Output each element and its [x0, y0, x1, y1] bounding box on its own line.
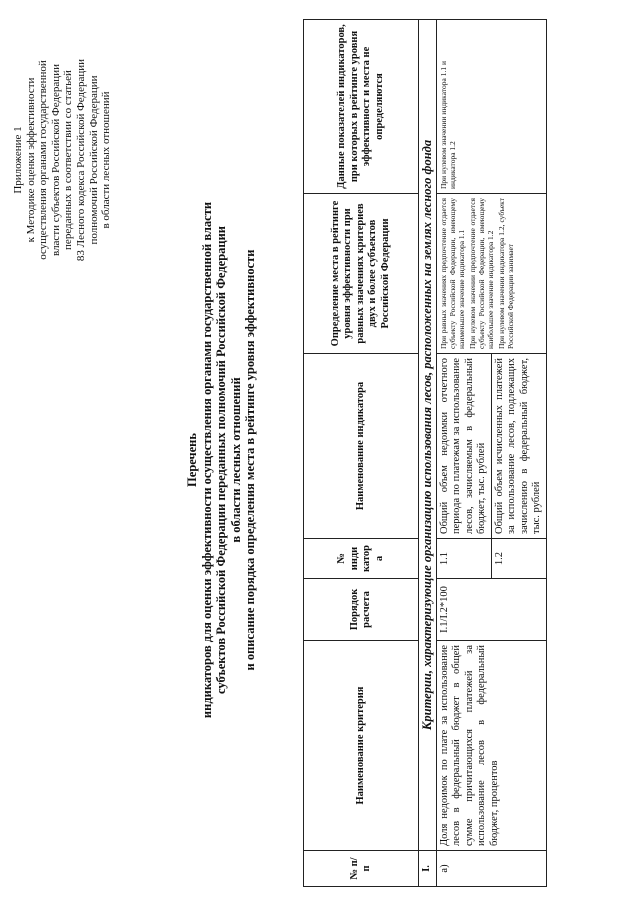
- heading-line: в области лесных отношений: [228, 377, 243, 543]
- heading-line: индикаторов для оценки эффективности осуществления органами государственной власти: [199, 201, 214, 719]
- table-header-row: [304, 20, 419, 887]
- place-rule: При нулевом значении индикатора 1.2, субъект Российской Федерации занимает: [496, 198, 515, 349]
- header-indicator-name: Наименование индикатора: [304, 354, 419, 539]
- data-note-cell: [436, 20, 546, 194]
- data-note: При нулевом значении индикатора 1.1 и индикатора 1.2: [438, 61, 457, 189]
- section-row: [419, 20, 437, 887]
- document-heading: [185, 70, 258, 850]
- header-calc: Порядок расчета: [304, 579, 419, 641]
- appendix-note: [12, 15, 113, 305]
- criteria-name: Доля недоимок по плате за использование лесов в федеральный бюджет в общей сумме причитающихся платежей за использование лесов в федеральный бюджет, процентов: [436, 641, 546, 851]
- place-rule: При нулевом значении предпочтение отдается субъекту Российской Федерации, имеющему наибольшее значение индикатора 1.2: [467, 198, 495, 349]
- indicator-name: Общий объем исчисленных платежей за использование лесов, подлежащих зачислению в федеральный бюджет, тыс. рублей: [491, 354, 546, 539]
- indicators-table: [303, 19, 547, 887]
- appendix-line: власти субъектов Российской Федерации: [49, 64, 62, 256]
- appendix-line: переданных в соответствии со статьей: [62, 70, 75, 250]
- appendix-line: Приложение 1: [12, 126, 24, 194]
- header-place: Определение места в рейтинге уровня эффективности при равных значениях критериев двух и более субъектов Российской Федерации: [304, 194, 419, 354]
- heading-line: и описание порядка определения места в рейтинге уровня эффективности: [243, 249, 257, 671]
- indicator-name: Общий объем недоимки отчетного периода по платежам за использование лесов, зачисляемым в федеральный бюджет, тыс. рублей: [436, 354, 491, 539]
- place-rules: [436, 194, 546, 354]
- heading-line: субъектов Российской Федерации переданных полномочий Российской Федерации: [214, 226, 228, 694]
- header-criteria: Наименование критерия: [304, 641, 419, 851]
- table-row: [436, 20, 491, 887]
- place-rule: При равных значениях предпочтение отдается субъекту Российской Федерации, имеющему наименьшее значение индикатора 1.1: [438, 198, 466, 349]
- appendix-line: 83 Лесного кодекса Российской Федерации: [74, 58, 87, 262]
- appendix-line: осуществления органами государственной: [37, 60, 50, 260]
- calc-formula: I.1/I.2*100: [436, 579, 546, 641]
- appendix-line: в области лесных отношений: [100, 91, 113, 229]
- section-no: I.: [419, 851, 437, 887]
- indicator-no: 1.1: [436, 539, 491, 579]
- appendix-line: к Методике оценки эффективности: [24, 77, 37, 243]
- header-no: № п/п: [304, 851, 419, 887]
- appendix-line: полномочий Российской Федерации: [87, 75, 100, 245]
- header-data: Данные показателей индикаторов, при которых в рейтинге уровня эффективност и места не определяются: [304, 20, 419, 194]
- row-no: а): [436, 851, 546, 887]
- heading-title: Перечень: [185, 433, 199, 487]
- section-title: Критерии, характеризующие организацию использования лесов, расположенных на землях лесного фонда: [419, 20, 437, 851]
- indicator-no: 1.2: [491, 539, 546, 579]
- header-indicator-no: № инди катор а: [304, 539, 419, 579]
